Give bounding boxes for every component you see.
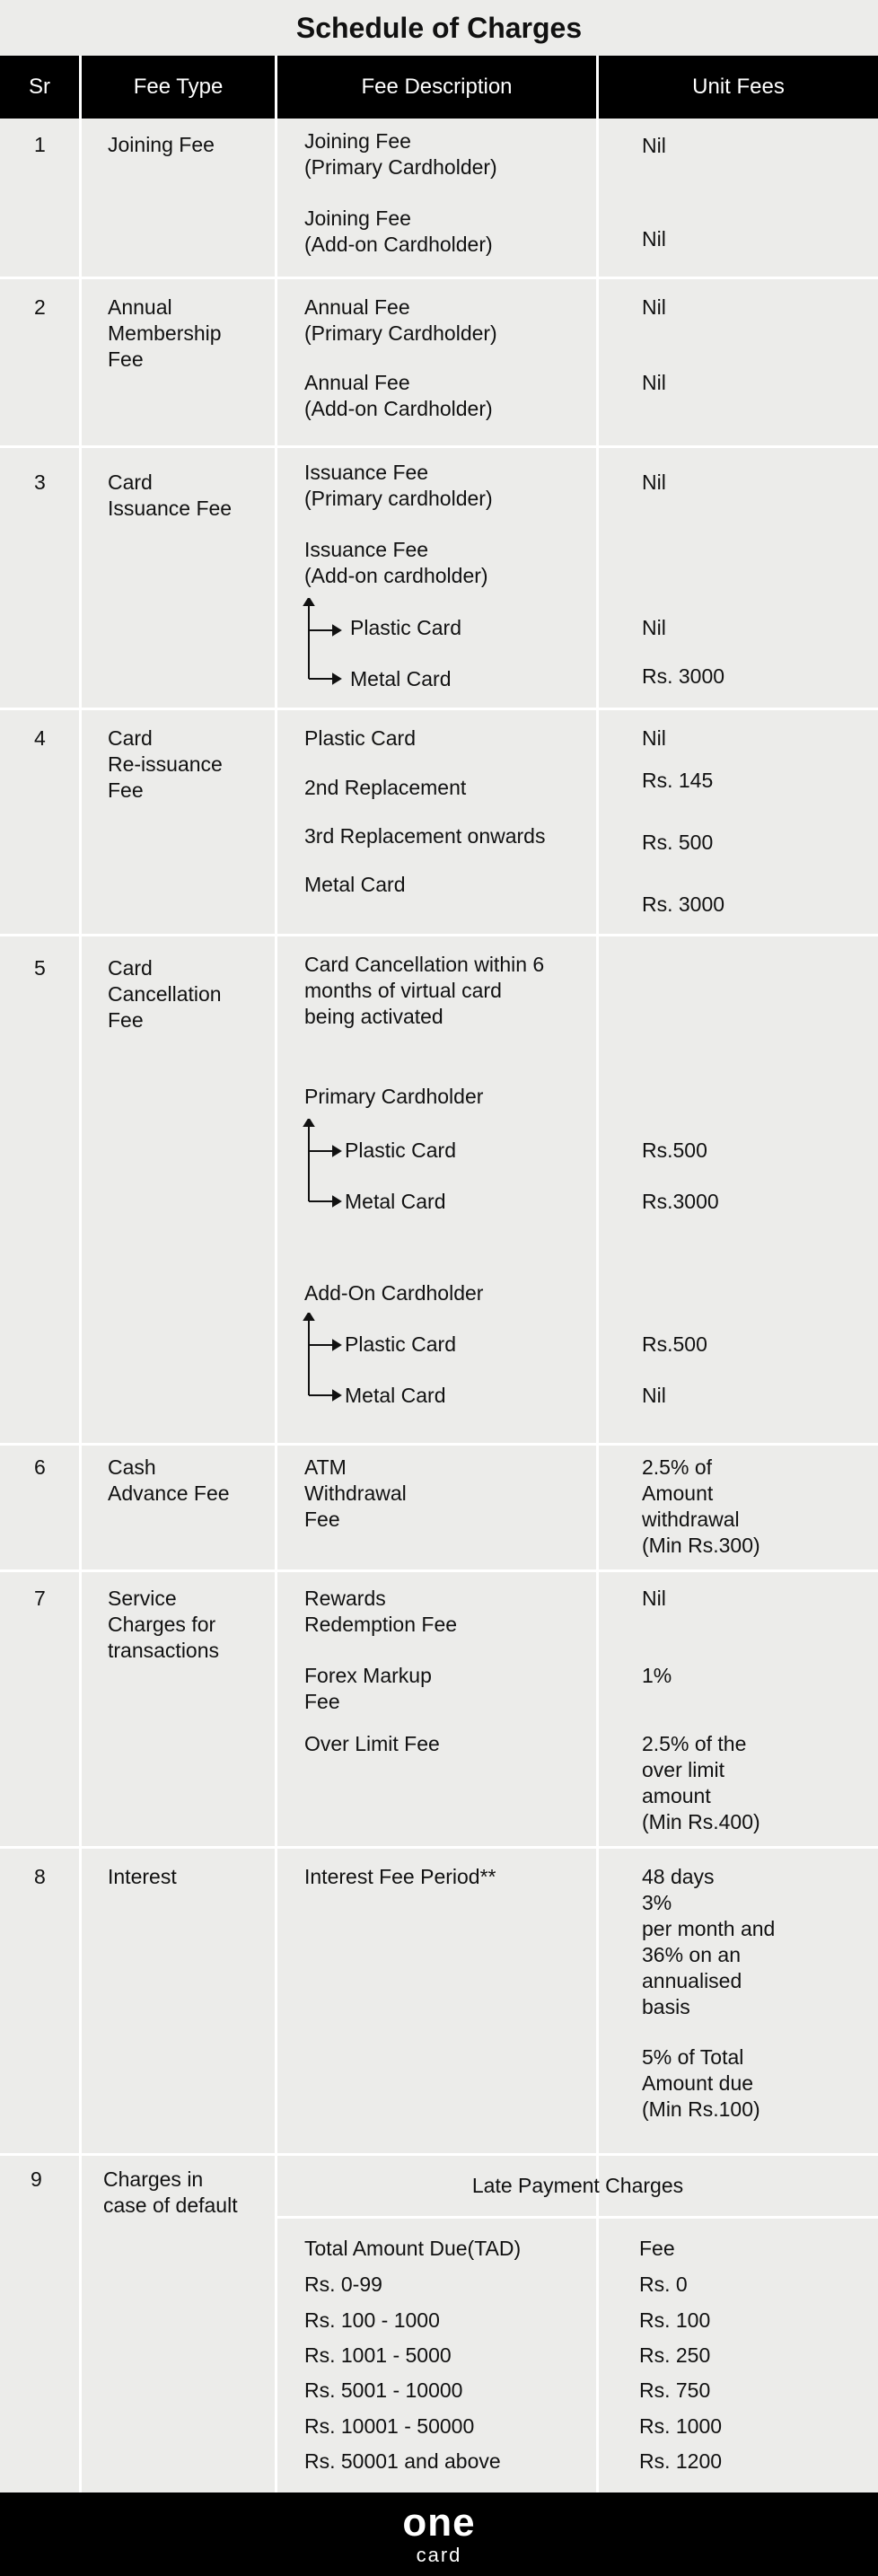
slab-range: Rs. 5001 - 10000 [304,2378,463,2402]
fee-value: Rs. 3000 [642,892,725,916]
slab-fee: Rs. 100 [639,2308,711,2332]
row-fee-type: Interest [108,1865,177,1888]
row-fee-type: Charges in case of default [103,2167,238,2217]
fee-description: Plastic Card [304,726,416,750]
row-fee-type: Card Cancellation Fee [108,956,222,1032]
row-fee-type: Card Issuance Fee [108,470,233,520]
fee-description: 2nd Replacement [304,776,467,799]
fee-description: Metal Card [345,1384,446,1407]
fee-description: ATM Withdrawal Fee [304,1455,407,1531]
column-divider [596,56,599,2492]
fee-description: Annual Fee (Primary Cardholder) [304,295,497,345]
header-unit-fees: Unit Fees [692,75,785,99]
fee-value: Nil [642,1384,666,1407]
row-sr: 6 [34,1455,46,1479]
row-sr: 7 [34,1587,46,1610]
row-divider [0,277,878,279]
fee-description: 3rd Replacement onwards [304,824,546,848]
logo-wordmark: one [402,2501,476,2545]
table-header [0,56,878,119]
slab-fee: Rs. 250 [639,2343,711,2367]
fee-description: Joining Fee (Primary Cardholder) [304,129,497,179]
row-divider [0,1443,878,1446]
late-payment-divider [275,2216,878,2219]
row-divider [0,445,878,448]
slab-range: Rs. 1001 - 5000 [304,2343,452,2367]
row-divider [0,934,878,936]
fee-value: 2.5% of the over limit amount (Min Rs.400) [642,1732,760,1833]
slab-range: Rs. 10001 - 50000 [304,2414,475,2438]
fee-description: Joining Fee (Add-on Cardholder) [304,207,493,256]
fee-value: 48 days 3% per month and 36% on an annualised basis [642,1865,776,2018]
row-sr: 9 [31,2167,42,2191]
branch-arrow-icon [299,598,344,690]
fee-description: Metal Card [304,873,406,896]
fee-description: Annual Fee (Add-on Cardholder) [304,371,493,420]
fee-value: Nil [642,616,666,639]
fee-description: Primary Cardholder [304,1085,484,1108]
row-sr: 4 [34,726,46,750]
fee-value: Nil [642,1587,666,1610]
fee-value: Nil [642,134,666,157]
header-sr: Sr [29,75,50,99]
fee-value: 1% [642,1664,672,1687]
row-divider [0,2153,878,2156]
fee-value: 5% of Total Amount due (Min Rs.100) [642,2045,760,2121]
fee-description: Forex Markup Fee [304,1664,432,1713]
fee-description: Plastic Card [345,1139,456,1162]
fee-value: Rs. 500 [642,831,714,854]
slab-range: Rs. 100 - 1000 [304,2308,440,2332]
fee-value: Nil [642,371,666,394]
fee-description: Issuance Fee (Add-on cardholder) [304,538,488,587]
fee-description: Plastic Card [345,1332,456,1356]
fee-value: Rs. 145 [642,769,714,792]
fee-description: Rewards Redemption Fee [304,1587,458,1636]
fee-description: Metal Card [345,1190,446,1213]
fee-description: Interest Fee Period** [304,1865,496,1888]
row-divider [0,1569,878,1572]
fee-description: Plastic Card [350,616,461,639]
fee-value: Nil [642,726,666,750]
logo-subtext: card [416,2544,462,2566]
fee-description: Add-On Cardholder [304,1281,484,1305]
row-fee-type: Card Re-issuance Fee [108,726,223,802]
branch-arrow-icon [299,1119,344,1210]
fee-value: Nil [642,227,666,251]
row-sr: 2 [34,295,46,319]
tad-header: Total Amount Due(TAD) [304,2237,522,2260]
row-sr: 5 [34,956,46,980]
late-payment-title: Late Payment Charges [471,2174,684,2197]
row-sr: 1 [34,133,46,156]
fee-header: Fee [639,2237,675,2260]
fee-description: Card Cancellation within 6 months of virtual card being activated [304,953,545,1028]
slab-fee: Rs. 750 [639,2378,711,2402]
slab-range: Rs. 50001 and above [304,2449,501,2473]
slab-range: Rs. 0-99 [304,2273,382,2296]
fee-value: Rs. 3000 [642,664,725,688]
page-title: Schedule of Charges [295,11,583,44]
slab-fee: Rs. 1200 [639,2449,723,2473]
row-fee-type: Annual Membership Fee [108,295,222,371]
fee-value: Rs.500 [642,1332,707,1356]
footer [0,2492,878,2576]
branch-arrow-icon [299,1313,344,1404]
row-fee-type: Joining Fee [108,133,215,156]
slab-fee: Rs. 0 [639,2273,688,2296]
row-fee-type: Service Charges for transactions [108,1587,220,1662]
fee-value: 2.5% of Amount withdrawal (Min Rs.300) [642,1455,760,1557]
fee-description: Over Limit Fee [304,1732,440,1755]
fee-value: Rs.500 [642,1139,707,1162]
column-divider [275,56,277,2492]
fee-value: Nil [642,470,666,494]
header-fee-description: Fee Description [361,75,513,99]
fee-value: Nil [642,295,666,319]
row-divider [0,1846,878,1849]
row-divider [0,708,878,710]
fee-description: Metal Card [350,667,452,690]
slab-fee: Rs. 1000 [639,2414,723,2438]
row-sr: 3 [34,470,46,494]
row-fee-type: Cash Advance Fee [108,1455,230,1505]
fee-description: Issuance Fee (Primary cardholder) [304,461,493,510]
fee-value: Rs.3000 [642,1190,719,1213]
column-divider [79,56,82,2492]
row-sr: 8 [34,1865,46,1888]
header-fee-type: Fee Type [133,75,224,99]
